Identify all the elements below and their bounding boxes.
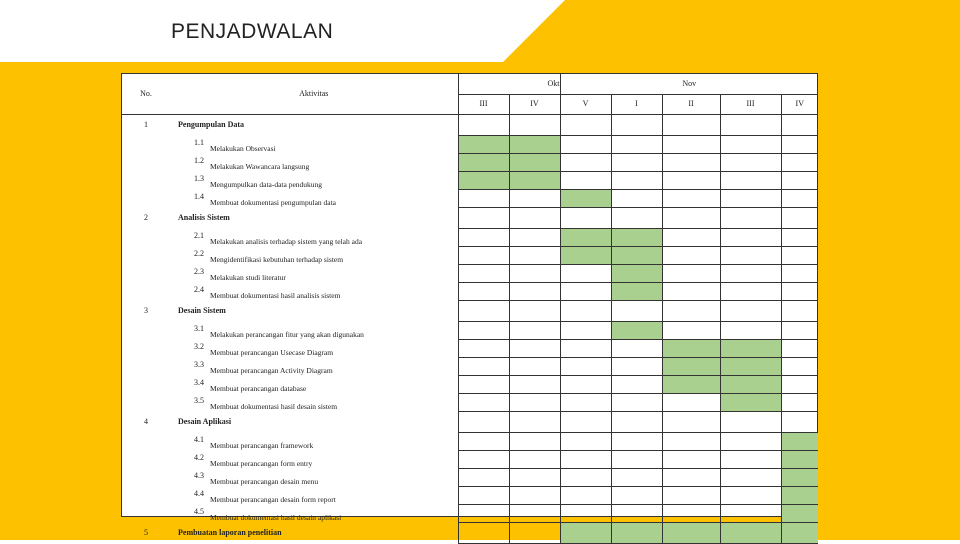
- header-week: III: [720, 94, 781, 114]
- activity-label: Mengidentifikasi kebutuhan terhadap sistem: [210, 255, 344, 264]
- schedule-cell: [662, 450, 720, 468]
- activity-label: Melakukan analisis terhadap sistem yang telah ada: [210, 237, 363, 246]
- activity-cell: [170, 321, 458, 339]
- schedule-cell: [458, 264, 509, 282]
- schedule-cell: [509, 282, 560, 300]
- schedule-cell: [781, 135, 818, 153]
- schedule-cell: [509, 321, 560, 339]
- row-number: [122, 375, 170, 393]
- section-label: Desain Aplikasi: [178, 416, 232, 426]
- activity-label: Membuat perancangan Usecase Diagram: [210, 348, 334, 357]
- schedule-cell: [781, 393, 818, 411]
- activity-row: [122, 468, 818, 486]
- row-number: [122, 264, 170, 282]
- activity-cell: [170, 432, 458, 450]
- row-number: 1: [122, 114, 170, 135]
- schedule-cell: [611, 468, 662, 486]
- schedule-cell: [720, 114, 781, 135]
- activity-cell: [170, 189, 458, 207]
- schedule-cell: [560, 504, 611, 522]
- row-number: [122, 171, 170, 189]
- row-number: 2: [144, 212, 148, 222]
- activity-row: [122, 504, 818, 522]
- schedule-cell: [662, 468, 720, 486]
- schedule-cell: [720, 171, 781, 189]
- activity-label: Melakukan Observasi: [210, 144, 276, 153]
- activity-number: 4.5: [194, 507, 204, 516]
- schedule-cell: [781, 171, 818, 189]
- schedule-cell: [509, 264, 560, 282]
- schedule-cell: [560, 432, 611, 450]
- schedule-cell: [458, 228, 509, 246]
- activity-row: [122, 450, 818, 468]
- activity-label: Membuat perancangan Activity Diagram: [210, 366, 333, 375]
- schedule-cell-filled: [509, 135, 560, 153]
- activity-row: [122, 357, 818, 375]
- schedule-cell: [509, 357, 560, 375]
- schedule-cell-filled: [509, 171, 560, 189]
- section-label: Pembuatan laporan penelitian: [178, 527, 282, 537]
- activity-label: Membuat perancangan form entry: [210, 459, 313, 468]
- activity-number: 4.3: [194, 471, 204, 480]
- schedule-cell: [509, 246, 560, 264]
- schedule-cell: [662, 207, 720, 228]
- schedule-cell: [509, 450, 560, 468]
- schedule-cell: [560, 171, 611, 189]
- schedule-cell: [781, 189, 818, 207]
- header-month-okt: Okt: [458, 74, 560, 94]
- schedule-cell: [662, 135, 720, 153]
- activity-number: 1.1: [194, 138, 204, 147]
- row-number: [122, 153, 170, 171]
- schedule-cell: [662, 300, 720, 321]
- schedule-cell-filled: [720, 339, 781, 357]
- schedule-cell: [781, 321, 818, 339]
- schedule-cell: [781, 228, 818, 246]
- schedule-cell: [720, 189, 781, 207]
- schedule-cell-filled: [781, 486, 818, 504]
- schedule-cell: [662, 114, 720, 135]
- schedule-cell: [662, 432, 720, 450]
- schedule-cell-filled: [611, 228, 662, 246]
- activity-cell: [170, 171, 458, 189]
- schedule-cell: [560, 264, 611, 282]
- schedule-cell: [509, 339, 560, 357]
- schedule-cell: [720, 450, 781, 468]
- header-week: II: [662, 94, 720, 114]
- schedule-cell-filled: [611, 282, 662, 300]
- section-row: [122, 411, 818, 432]
- schedule-cell: [458, 321, 509, 339]
- schedule-cell: [720, 264, 781, 282]
- schedule-cell: [458, 282, 509, 300]
- schedule-cell: [611, 486, 662, 504]
- schedule-cell: [781, 411, 818, 432]
- section-row: [122, 300, 818, 321]
- schedule-cell-filled: [611, 321, 662, 339]
- schedule-cell: [458, 432, 509, 450]
- row-number: [122, 189, 170, 207]
- activity-label: Membuat dokumentasi hasil analisis sistem: [210, 291, 341, 300]
- section-row: [122, 207, 818, 228]
- schedule-cell: [509, 504, 560, 522]
- schedule-cell: [458, 300, 509, 321]
- schedule-cell: [662, 504, 720, 522]
- activity-cell: [170, 504, 458, 522]
- schedule-cell: [509, 189, 560, 207]
- activity-row: [122, 486, 818, 504]
- schedule-cell: [458, 207, 509, 228]
- schedule-cell: [560, 282, 611, 300]
- schedule-cell: [560, 339, 611, 357]
- schedule-cell: [662, 189, 720, 207]
- activity-number: 2.4: [194, 285, 204, 294]
- schedule-cell: [662, 153, 720, 171]
- schedule-cell: [458, 468, 509, 486]
- row-number: [122, 432, 170, 450]
- header-month-nov: Nov: [560, 74, 818, 94]
- schedule-cell-filled: [662, 357, 720, 375]
- schedule-cell: [781, 282, 818, 300]
- row-number: [122, 504, 170, 522]
- activity-label: Membuat dokumentasi pengumpulan data: [210, 198, 337, 207]
- schedule-cell-filled: [611, 264, 662, 282]
- schedule-cell: [560, 468, 611, 486]
- schedule-cell-filled: [458, 153, 509, 171]
- schedule-cell: [611, 504, 662, 522]
- schedule-cell: [720, 246, 781, 264]
- schedule-cell-filled: [781, 468, 818, 486]
- activity-cell: [170, 357, 458, 375]
- activity-cell: [170, 228, 458, 246]
- section-label: Pengumpulan Data: [170, 114, 458, 135]
- header-activity: Aktivitas: [299, 88, 329, 98]
- row-number: [122, 228, 170, 246]
- activity-number: 2.1: [194, 231, 204, 240]
- header-week: III: [458, 94, 509, 114]
- activity-row: [122, 153, 818, 171]
- schedule-cell: [560, 114, 611, 135]
- schedule-cell: [781, 357, 818, 375]
- schedule-cell: [458, 189, 509, 207]
- activity-label: Mengumpulkan data-data pendukung: [210, 180, 323, 189]
- activity-row: [122, 189, 818, 207]
- schedule-cell-filled: [509, 153, 560, 171]
- activity-cell: [170, 393, 458, 411]
- schedule-cell: [458, 357, 509, 375]
- schedule-cell: [611, 339, 662, 357]
- schedule-cell-filled: [720, 357, 781, 375]
- schedule-cell: [720, 282, 781, 300]
- schedule-cell-filled: [458, 171, 509, 189]
- schedule-cell: [458, 450, 509, 468]
- activity-label: Membuat perancangan desain menu: [210, 477, 319, 486]
- schedule-cell: [509, 411, 560, 432]
- schedule-cell: [720, 486, 781, 504]
- schedule-cell: [509, 114, 560, 135]
- schedule-cell: [611, 393, 662, 411]
- activity-cell: [170, 339, 458, 357]
- activity-number: 2.2: [194, 249, 204, 258]
- schedule-cell: [560, 135, 611, 153]
- schedule-cell-filled: [560, 189, 611, 207]
- schedule-cell: [560, 207, 611, 228]
- row-number: [122, 450, 170, 468]
- activity-label: Membuat dokumentasi hasil desain sistem: [210, 402, 338, 411]
- schedule-cell: [560, 486, 611, 504]
- activity-label: Membuat perancangan database: [210, 384, 307, 393]
- activity-label: Melakukan perancangan fitur yang akan digunakan: [210, 330, 364, 339]
- schedule-cell: [781, 246, 818, 264]
- header-week: IV: [509, 94, 560, 114]
- schedule-cell-filled: [720, 375, 781, 393]
- schedule-cell: [560, 411, 611, 432]
- row-number: [122, 468, 170, 486]
- row-number: [122, 357, 170, 375]
- section-row: [122, 114, 818, 135]
- activity-label: Melakukan Wawancara langsung: [210, 162, 310, 171]
- row-number: 3: [144, 305, 148, 315]
- schedule-cell: [611, 114, 662, 135]
- schedule-cell: [458, 114, 509, 135]
- schedule-cell: [560, 300, 611, 321]
- schedule-cell: [781, 153, 818, 171]
- activity-row: [122, 282, 818, 300]
- schedule-cell-filled: [560, 246, 611, 264]
- schedule-cell: [509, 393, 560, 411]
- schedule-cell: [662, 228, 720, 246]
- schedule-cell: [509, 207, 560, 228]
- schedule-cell: [720, 153, 781, 171]
- schedule-cell: [720, 300, 781, 321]
- schedule-cell-filled: [662, 375, 720, 393]
- activity-number: 1.4: [194, 192, 204, 201]
- activity-cell: [170, 246, 458, 264]
- schedule-cell: [611, 357, 662, 375]
- schedule-cell: [611, 153, 662, 171]
- schedule-cell-filled: [458, 135, 509, 153]
- header-week: IV: [781, 94, 818, 114]
- activity-number: 3.4: [194, 378, 204, 387]
- row-number: 5: [144, 527, 148, 537]
- activity-number: 4.4: [194, 489, 204, 498]
- schedule-cell: [611, 135, 662, 153]
- activity-cell: [170, 468, 458, 486]
- schedule-cell: [720, 228, 781, 246]
- activity-cell: [170, 153, 458, 171]
- row-number: [122, 135, 170, 153]
- activity-cell: [170, 282, 458, 300]
- schedule-cell: [720, 504, 781, 522]
- schedule-cell: [720, 207, 781, 228]
- header-no: No.: [140, 88, 152, 98]
- schedule-cell: [458, 375, 509, 393]
- schedule-cell: [662, 486, 720, 504]
- schedule-cell: [560, 153, 611, 171]
- schedule-cell: [560, 375, 611, 393]
- activity-row: [122, 135, 818, 153]
- schedule-cell: [509, 486, 560, 504]
- header-week: I: [611, 94, 662, 114]
- schedule-cell: [509, 468, 560, 486]
- schedule-cell-filled: [560, 228, 611, 246]
- activity-row: [122, 246, 818, 264]
- schedule-cell-filled: [781, 504, 818, 522]
- slide-title: PENJADWALAN: [171, 20, 334, 43]
- schedule-cell: [509, 300, 560, 321]
- activity-row: [122, 393, 818, 411]
- schedule-cell: [662, 282, 720, 300]
- schedule-cell: [611, 432, 662, 450]
- section-label: Analisis Sistem: [178, 212, 230, 222]
- schedule-cell: [611, 450, 662, 468]
- schedule-cell: [560, 393, 611, 411]
- activity-number: 4.2: [194, 453, 204, 462]
- row-number: [122, 486, 170, 504]
- schedule-cell: [611, 411, 662, 432]
- schedule-cell: [781, 114, 818, 135]
- header-week: V: [560, 94, 611, 114]
- schedule-cell: [781, 339, 818, 357]
- schedule-cell-filled: [781, 432, 818, 450]
- activity-row: [122, 171, 818, 189]
- schedule-cell: [611, 375, 662, 393]
- activity-label: Membuat perancangan framework: [210, 441, 314, 450]
- activity-cell: [170, 375, 458, 393]
- activity-label: Membuat dokumentasi hasil desain aplikasi: [210, 513, 342, 522]
- schedule-cell: [662, 171, 720, 189]
- schedule-cell: [720, 468, 781, 486]
- activity-number: 2.3: [194, 267, 204, 276]
- activity-cell: [170, 135, 458, 153]
- activity-cell: [170, 450, 458, 468]
- activity-label: Membuat perancangan desain form report: [210, 495, 336, 504]
- activity-row: [122, 432, 818, 450]
- activity-number: 3.5: [194, 396, 204, 405]
- schedule-cell: [662, 246, 720, 264]
- schedule-cell: [781, 207, 818, 228]
- schedule-cell: [662, 393, 720, 411]
- schedule-table: [121, 73, 818, 537]
- row-number: [122, 246, 170, 264]
- activity-number: 3.3: [194, 360, 204, 369]
- schedule-cell: [781, 375, 818, 393]
- schedule-cell: [611, 189, 662, 207]
- schedule-cell: [662, 264, 720, 282]
- row-number: [122, 339, 170, 357]
- row-number: [122, 282, 170, 300]
- schedule-cell: [720, 432, 781, 450]
- schedule-cell: [458, 411, 509, 432]
- activity-cell: [170, 264, 458, 282]
- schedule-cell: [781, 264, 818, 282]
- schedule-cell: [560, 357, 611, 375]
- schedule-cell: [611, 300, 662, 321]
- schedule-cell: [458, 393, 509, 411]
- activity-number: 3.1: [194, 324, 204, 333]
- schedule-cell: [662, 411, 720, 432]
- schedule-cell-filled: [720, 393, 781, 411]
- schedule-cell: [509, 228, 560, 246]
- row-number: [122, 393, 170, 411]
- activity-row: [122, 375, 818, 393]
- schedule-cell: [560, 450, 611, 468]
- activity-number: 4.1: [194, 435, 204, 444]
- row-number: [122, 321, 170, 339]
- section-label: Desain Sistem: [178, 305, 226, 315]
- schedule-cell: [560, 321, 611, 339]
- row-number: 4: [144, 416, 148, 426]
- schedule-cell: [611, 207, 662, 228]
- activity-row: [122, 228, 818, 246]
- schedule-cell-filled: [611, 246, 662, 264]
- schedule-cell: [781, 300, 818, 321]
- schedule-cell: [458, 486, 509, 504]
- activity-row: [122, 264, 818, 282]
- schedule-cell-filled: [781, 450, 818, 468]
- activity-number: 3.2: [194, 342, 204, 351]
- activity-number: 1.2: [194, 156, 204, 165]
- schedule-cell: [720, 411, 781, 432]
- schedule-cell-filled: [662, 339, 720, 357]
- schedule-cell: [720, 321, 781, 339]
- schedule-cell: [611, 171, 662, 189]
- schedule-cell: [662, 321, 720, 339]
- schedule-cell: [509, 375, 560, 393]
- activity-row: [122, 321, 818, 339]
- schedule-cell: [458, 504, 509, 522]
- activity-cell: [170, 486, 458, 504]
- activity-row: [122, 339, 818, 357]
- schedule-cell: [458, 246, 509, 264]
- activity-number: 1.3: [194, 174, 204, 183]
- schedule-cell: [458, 339, 509, 357]
- activity-label: Melakukan studi literatur: [210, 273, 286, 282]
- schedule-cell: [720, 135, 781, 153]
- schedule-cell: [509, 432, 560, 450]
